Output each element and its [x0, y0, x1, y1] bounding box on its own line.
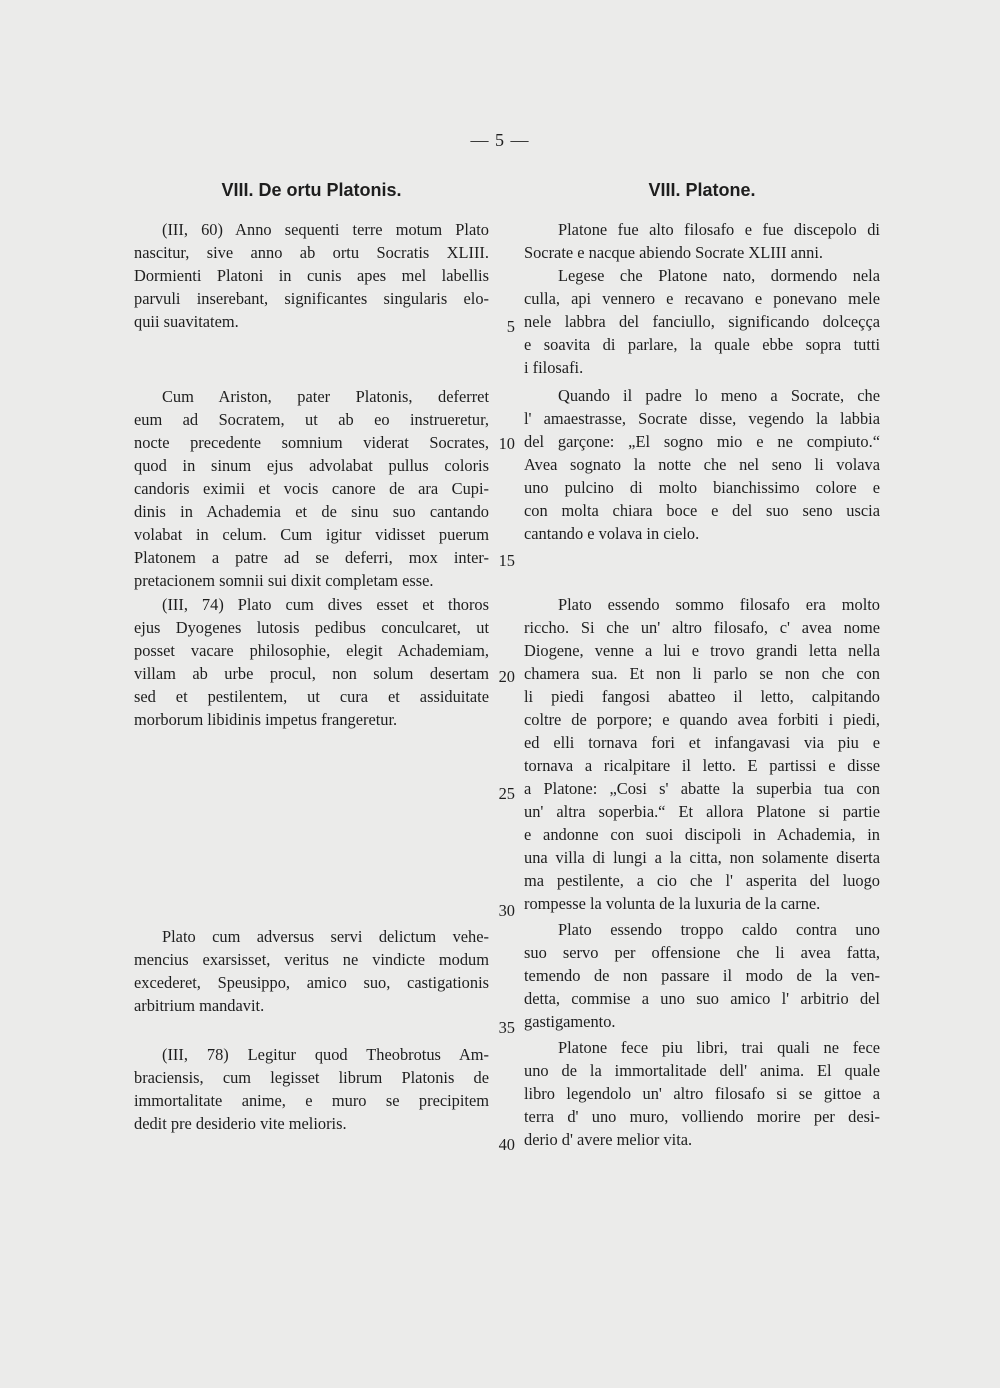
right-line: Quando il padre lo meno a Socrate, che — [558, 386, 880, 405]
left-line: morborum libidinis impetus frangeretur. — [134, 710, 398, 729]
right-line: Platone fece piu libri, trai quali ne fece — [558, 1038, 880, 1057]
left-line: sed et pestilentem, ut cura et assiduitate — [134, 687, 489, 706]
right-line: derio d' avere melior vita. — [524, 1130, 693, 1149]
right-line: i filosafi. — [524, 358, 584, 377]
left-line: dedit pre desiderio vite melioris. — [134, 1114, 347, 1133]
right-line: uno pulcino di molto bianchissimo colore e — [524, 478, 880, 497]
left-line: (III, 60) Anno sequenti terre motum Plato — [162, 220, 489, 239]
left-line: mencius exarsisset, veritus ne vindicte modum — [134, 950, 489, 969]
right-line: una villa di lungi a la citta, non solamente diserta — [524, 848, 880, 867]
right-line: tornava a ricalpitare il letto. E partissi e disse — [524, 756, 880, 775]
right-line: e andonne con suoi discipoli in Achademia, in — [524, 825, 880, 844]
right-line: culla, api vennero e recavano e ponevano mele — [524, 289, 880, 308]
left-line: quii suavitatem. — [134, 312, 239, 331]
left-line: immortalitate anime, e muro se precipitem — [134, 1091, 489, 1110]
right-line: Socrate e nacque abiendo Socrate XLIII anni. — [524, 243, 823, 262]
right-line: uno de la immortalitade dell' anima. El quale — [524, 1061, 880, 1080]
right-line: e soavita di parlare, la quale ebbe sopra tutti — [524, 335, 880, 354]
left-line: volabat in celum. Cum igitur vidisset puerum — [134, 525, 489, 544]
left-line: Plato cum adversus servi delictum vehe- — [162, 927, 489, 946]
right-line: l' amaestrasse, Socrate disse, vegendo la labbia — [524, 409, 880, 428]
right-line: ed elli tornava fori et infangavasi via piu e — [524, 733, 880, 752]
right-line: riccho. Si che un' altro filosafo, c' avea nome — [524, 618, 880, 637]
left-line: arbitrium mandavit. — [134, 996, 265, 1015]
page-number: — 5 — — [470, 130, 530, 150]
line-number: 25 — [498, 784, 515, 803]
right-line: rompesse la volunta de la luxuria de la carne. — [524, 894, 821, 913]
left-line: Platonem a patre ad se deferri, mox inter- — [134, 548, 489, 567]
left-line: villam ab urbe procul, non solum desertam — [134, 664, 489, 683]
right-line: li piedi fangosi abatteo il letto, calpitando — [524, 687, 880, 706]
right-line: detta, commise a uno suo amico l' arbitrio del — [524, 989, 880, 1008]
left-line: braciensis, cum legisset librum Platonis de — [134, 1068, 489, 1087]
left-line: candoris eximii et vocis canore de ara Cupi- — [134, 479, 489, 498]
left-line: posset vacare philosophie, elegit Achademiam, — [134, 641, 489, 660]
left-line: dinis in Achademia et de sinu suo cantando — [134, 502, 489, 521]
left-line: ejus Dyogenes lutosis pedibus conculcaret, ut — [134, 618, 489, 637]
line-number: 20 — [498, 667, 515, 686]
right-line: un' altra soperbia.“ Et allora Platone si partie — [524, 802, 880, 821]
line-number: 35 — [498, 1018, 515, 1037]
left-column-heading: VIII. De ortu Platonis. — [221, 180, 402, 200]
right-column-heading: VIII. Platone. — [648, 180, 756, 200]
right-line: a Platone: „Cosi s' abatte la superbia tua con — [524, 779, 880, 798]
line-number: 15 — [498, 551, 515, 570]
right-line: Legese che Platone nato, dormendo nela — [558, 266, 880, 285]
right-line: Plato essendo troppo caldo contra uno — [558, 920, 880, 939]
line-number: 5 — [506, 317, 515, 336]
left-line: nocte precedente somnium viderat Socrates, — [134, 433, 489, 452]
left-line: parvuli inserebant, significantes singularis elo- — [134, 289, 489, 308]
left-line: (III, 78) Legitur quod Theobrotus Am- — [162, 1045, 489, 1064]
line-number: 10 — [498, 434, 515, 453]
left-line: excederet, Speusippo, amico suo, castigationis — [134, 973, 489, 992]
line-number: 30 — [498, 901, 515, 920]
left-line: Dormienti Platoni in cunis apes mel labellis — [134, 266, 489, 285]
left-line: nascitur, sive anno ab ortu Socratis XLIII. — [134, 243, 489, 262]
right-line: chamera sua. Et non li parlo se non che con — [524, 664, 880, 683]
right-line: Platone fue alto filosafo e fue discepolo di — [558, 220, 880, 239]
right-line: gastigamento. — [524, 1012, 616, 1031]
right-line: Avea sognato la notte che nel seno li volava — [524, 455, 880, 474]
right-line: Plato essendo sommo filosafo era molto — [558, 595, 880, 614]
left-line: pretacionem somnii sui dixit completam esse. — [134, 571, 434, 590]
right-line: ma pestilente, a cio che l' asperita del luogo — [524, 871, 880, 890]
left-line: Cum Ariston, pater Platonis, deferret — [162, 387, 489, 406]
right-line: libro legendolo un' altro filosafo si se gittoe a — [524, 1084, 880, 1103]
right-line: cantando e volava in cielo. — [524, 524, 700, 543]
right-line: temendo de non passare il modo de la ven- — [524, 966, 880, 985]
right-line: suo servo per offensione che li avea fatta, — [524, 943, 880, 962]
right-line: terra d' uno muro, volliendo morire per desi- — [524, 1107, 880, 1126]
left-line: (III, 74) Plato cum dives esset et thoros — [162, 595, 489, 614]
right-line: coltre de porpore; e quando avea forbiti i piedi, — [524, 710, 880, 729]
right-line: con molta chiara boce e del suo seno uscia — [524, 501, 880, 520]
left-line: eum ad Socratem, ut ab eo instrueretur, — [134, 410, 489, 429]
right-line: Diogene, venne a lui e trovo grandi letta nella — [524, 641, 880, 660]
left-line: quod in sinum ejus advolabat pullus coloris — [134, 456, 489, 475]
line-number: 40 — [498, 1135, 515, 1154]
right-line: nele labbra del fanciullo, significando dolceçça — [524, 312, 880, 331]
right-line: del garçone: „El sogno mio e ne compiuto.“ — [524, 432, 880, 451]
